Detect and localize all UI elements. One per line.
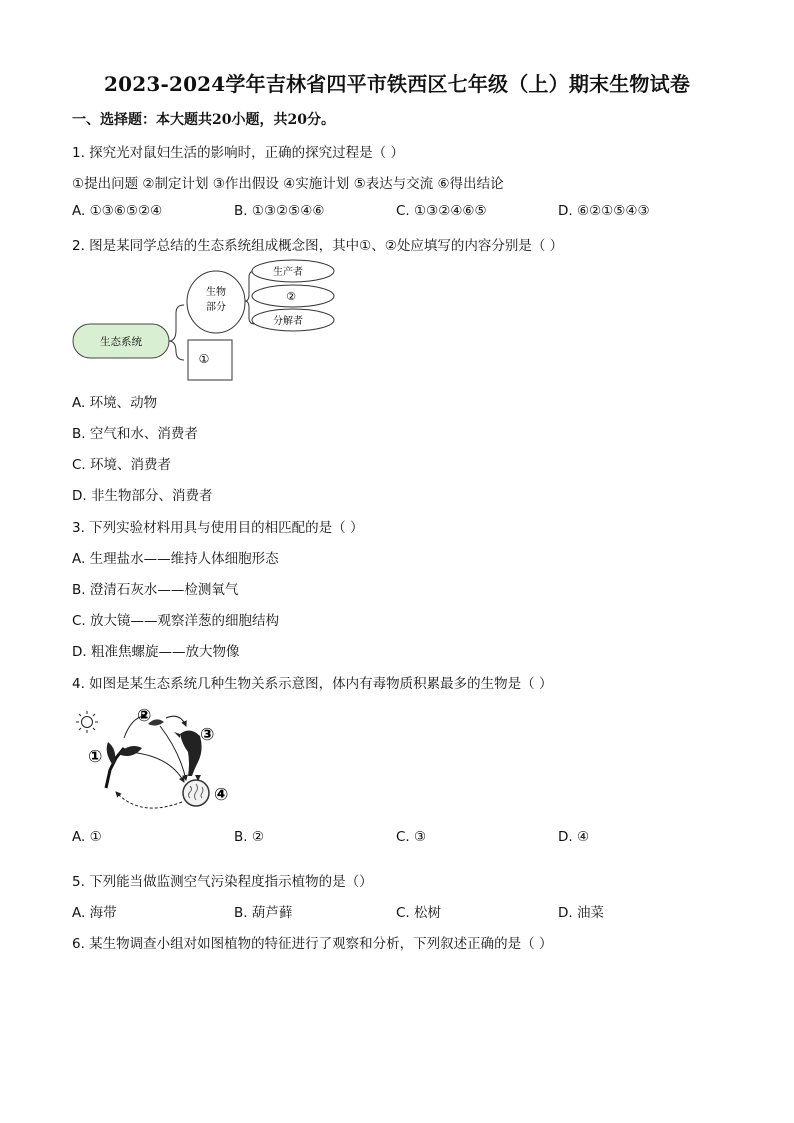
- q5-option-b: B. 葫芦藓: [234, 905, 293, 921]
- diagram-root-label: 生态系统: [100, 336, 142, 348]
- q1-steps: ①提出问题 ②制定计划 ③作出假设 ④实施计划 ⑤表达与交流 ⑥得出结论: [72, 176, 504, 192]
- q4-option-d: D. ④: [558, 829, 590, 845]
- section-heading: 一、选择题：本大题共20小题，共20分。: [72, 112, 335, 128]
- diagram-bio-label-1: 生物: [206, 287, 226, 298]
- q1-stem: 1. 探究光对鼠妇生活的影响时，正确的探究过程是（ ）: [72, 145, 404, 161]
- q5-option-d: D. 油菜: [558, 905, 604, 921]
- q2-option-c: C. 环境、消费者: [72, 457, 172, 473]
- q3-option-c: C. 放大镜——观察洋葱的细胞结构: [72, 613, 280, 629]
- q3-stem: 3. 下列实验材料用具与使用目的相匹配的是（ ）: [72, 520, 364, 536]
- plant-icon: [106, 742, 142, 788]
- figure-label-4: ④: [214, 785, 229, 805]
- figure-label-1: ①: [88, 747, 103, 767]
- q5-option-a: A. 海带: [72, 905, 117, 921]
- q2-option-a: A. 环境、动物: [72, 395, 158, 411]
- q3-option-b: B. 澄清石灰水——检测氧气: [72, 582, 239, 598]
- q1-option-d: D. ⑥②①⑤④③: [558, 203, 650, 219]
- q2-stem: 2. 图是某同学总结的生态系统组成概念图，其中①、②处应填写的内容分别是（ ）: [72, 238, 564, 254]
- exam-title: 2023-2024学年吉林省四平市铁西区七年级（上）期末生物试卷: [103, 72, 691, 96]
- diagram-decomposer-label: 分解者: [273, 316, 303, 327]
- q5-stem: 5. 下列能当做监测空气污染程度指示植物的是（）: [72, 874, 373, 890]
- diagram-blank-2-label: ②: [286, 290, 296, 303]
- q4-option-c: C. ③: [396, 829, 427, 845]
- q1-option-c: C. ①③②④⑥⑤: [396, 203, 487, 219]
- q4-option-b: B. ②: [234, 829, 264, 845]
- q6-stem: 6. 某生物调查小组对如图植物的特征进行了观察和分析，下列叙述正确的是（ ）: [72, 936, 553, 952]
- q3-option-a: A. 生理盐水——维持人体细胞形态: [72, 551, 279, 567]
- q2-option-b: B. 空气和水、消费者: [72, 426, 198, 442]
- q2-option-d: D. 非生物部分、消费者: [72, 488, 213, 504]
- q1-option-a: A. ①③⑥⑤②④: [72, 203, 163, 219]
- diagram-blank-1-label: ①: [198, 352, 210, 366]
- decomposer-icon: [183, 780, 209, 806]
- sun-icon: [76, 711, 98, 733]
- q5-option-c: C. 松树: [396, 905, 442, 921]
- bird-icon: [174, 730, 202, 776]
- diagram-bio-label-2: 部分: [206, 302, 226, 313]
- diagram-producer-label: 生产者: [273, 267, 303, 278]
- q3-option-d: D. 粗准焦螺旋——放大物像: [72, 644, 240, 660]
- q1-option-b: B. ①③②⑤④⑥: [234, 203, 325, 219]
- figure-label-2: ②: [137, 706, 152, 726]
- q4-option-a: A. ①: [72, 829, 102, 845]
- figure-label-3: ③: [200, 725, 215, 745]
- q4-stem: 4. 如图是某生态系统几种生物关系示意图，体内有毒物质积累最多的生物是（ ）: [72, 676, 553, 692]
